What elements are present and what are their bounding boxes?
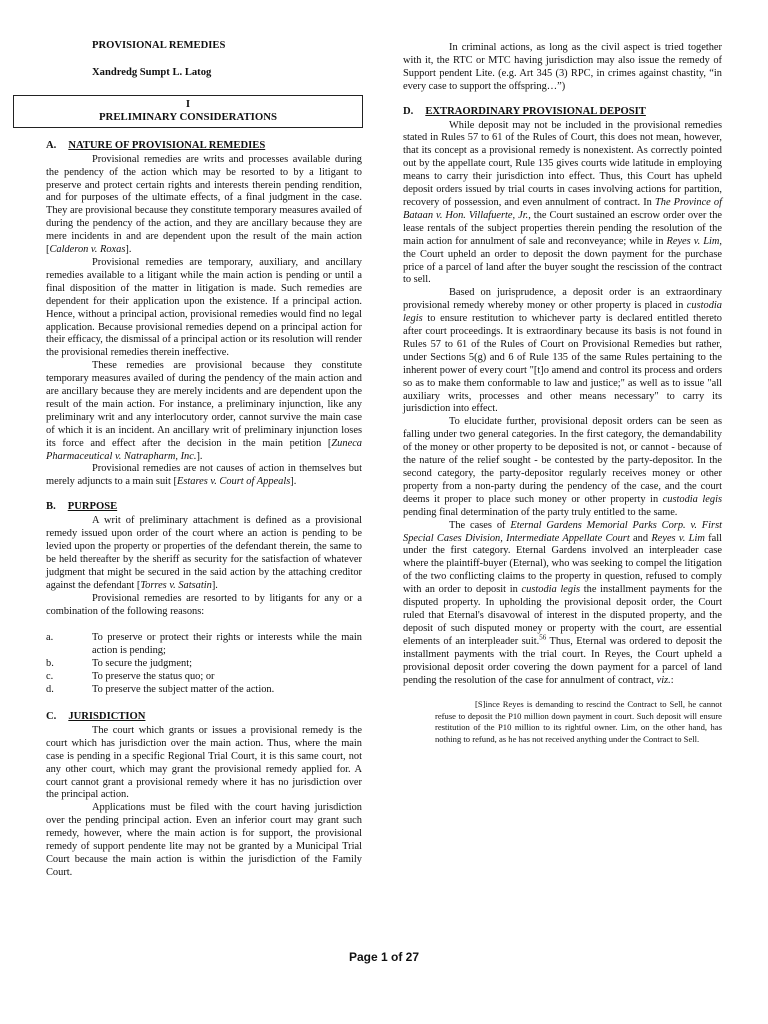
- section-a-title: NATURE OF PROVISIONAL REMEDIES: [68, 139, 266, 151]
- list-item: b. To secure the judgment;: [46, 658, 192, 670]
- footnote-marker: 56: [539, 633, 547, 642]
- latin-term: custodia legis: [521, 584, 581, 596]
- section-a-paragraph-1: Provisional remedies are writs and processes available during the pendency of the action which may be resorted to by a litigant to preserve and protect certain rights and interests therein pending rendition, and for purposes of the ultimate effects, of a final judgment in the case. They are provisional because they constitute temporary measures availed of during the pendency of the action, and they are ancillary because they are mere incidents in and are dependent upon the result of the main action [Calderon v. Roxas].: [46, 153, 362, 256]
- case-citation: Zuneca Pharmaceutical v. Natrapharm, Inc.: [46, 437, 362, 462]
- section-c-letter: C.: [46, 710, 57, 722]
- section-b-title: PURPOSE: [67, 501, 118, 513]
- section-d-heading: [403, 106, 722, 119]
- section-d-title: EXTRAORDINARY PROVISIONAL DEPOSIT: [425, 105, 646, 117]
- list-item: d. To preserve the subject matter of the action.: [46, 684, 275, 696]
- section-a-paragraph-3: These remedies are provisional because they constitute temporary measures availed of during the pendency of the main action and are ancillary because they are merely incidents and are dependent upon the result of the main action. For instance, a preliminary injunction, like any preliminary writ and any interlocutory order, cannot survive the main case of which it is an incident. An ancillary writ of preliminary injunction loses its force and effect after the decision in the main petition [Zuneca Pharmaceutical v. Natrapharm, Inc.].: [46, 360, 362, 462]
- reasons-list: [46, 632, 362, 697]
- list-item: a. To preserve or protect their rights or interests while the main action is pending;: [46, 632, 362, 657]
- section-d-paragraph-2: Based on jurisprudence, a deposit order is an extraordinary provisional remedy whereby money or other property is placed in custodia legis to ensure restitution to whichever party is declared entitled thereto after court proceedings. It is extraordinary because its basis is not found in Rules 57 to 61 of the Rules of Court on Provisional Remedies but rather, under Sections 5(g) and 6 of Rule 135 of the same Rules pertaining to the inherent power of every court "[t]o amend and control its process and orders so as to make them conformable to law and justice;" as well as to issue "all auxiliary writs, processes and other means necessary" to carry its jurisdiction into effect.: [403, 287, 722, 415]
- section-c-title: JURISDICTION: [68, 710, 146, 722]
- case-citation: Torres v. Satsatin: [140, 579, 212, 591]
- case-citation: Calderon v. Roxas: [49, 244, 126, 256]
- section-b-heading: [46, 501, 362, 514]
- section-c-paragraph-1: The court which grants or issues a provisional remedy is the court which has jurisdiction over the main action. Thus, where the main case is pending in a specific Regional Trial Court, it is this same court, not any other court, which may grant the provisional remedy applied for. A court cannot grant a provisional remedy where it has no jurisdiction over the principal action.: [46, 724, 362, 801]
- quote-paragraph: [S]ince Reyes is demanding to rescind the Contract to Sell, he cannot refuse to deposit the P10 million down payment in court. Such deposit will ensure restitution of the P10 million to its rightful owner. Lim, on the other hand, has nothing to refund, as he has not received anything under the Contract to Sell.: [435, 699, 722, 744]
- case-citation: Eternal Gardens Memorial Parks Corp. v. First Special Cases Division, Intermediate Appellate Court: [403, 519, 722, 544]
- section-c-paragraph-3: In criminal actions, as long as the civil aspect is tried together with it, the RTC or MTC having jurisdiction may also issue the remedy of Support pendent Lite. (e.g. Art 345 (3) RPC, in crimes against chastity, “in every case to support the offspring…”): [403, 42, 722, 92]
- section-b-paragraph-2: Provisional remedies are resorted to by litigants for any or a combination of the following reasons:: [46, 592, 362, 617]
- latin-term: custodia legis: [662, 493, 723, 505]
- part-title: PRELIMINARY CONSIDERATIONS: [98, 110, 278, 123]
- section-a-letter: A.: [46, 139, 57, 151]
- part-heading-box: [13, 95, 363, 128]
- left-column: [46, 40, 362, 880]
- list-item: c. To preserve the status quo; or: [46, 671, 215, 683]
- case-citation: Reyes v. Lim: [651, 532, 705, 544]
- section-b-letter: B.: [46, 501, 56, 513]
- latin-term: viz.: [656, 674, 671, 686]
- section-d-paragraph-3: To elucidate further, provisional deposit orders can be seen as falling under two general categories. In the first category, the demandability of the money or other property to be deposited is not, or cannot - because of the nature of the relief sought - be contested by the party-depositor. In the second category, the party-depositor regularly receives money or other property from a non-party during the pendency of the case, and the court deems it proper to place such money or other property in custodia legis pending final determination of the party truly entitled to the same.: [403, 416, 723, 518]
- section-d-paragraph-4: The cases of Eternal Gardens Memorial Parks Corp. v. First Special Cases Division, Intermediate Appellate Court and Reyes v. Lim fall under the first category. Eternal Gardens involved an interpleader case where the plaintiff-buyer (Eternal), who was seeking to compel the litigation of the two conflicting claims to the property in question, refused to comply with an order to deposit in custodia legis the installment payments for the disputed property. In upholding the provisional deposit order, the Court ruled that Eternal's disavowal of interest in the disputed property, and the deposit of such disputed money or property with the court, are essential elements of an interpleader suit.$^{56}$ Thus, Eternal was ordered to deposit the installment payments with the trial court. In Reyes, the Court upheld a provisional deposit order covering the down payment for a parcel of land pending the resolution of the case for annulment of contract, viz.:: [403, 519, 722, 686]
- section-b-paragraph-1: A writ of preliminary attachment is defined as a provisional remedy issued upon order of the court where an action is pending to be levied upon the property or properties of the defendant therein, the same to be held thereafter by the sheriff as security for the satisfaction of whatever judgment that might be secured in the said action by the attaching creditor against the defendant [Torres v. Satsatin].: [46, 515, 362, 591]
- page-number: Page 1 of 27: [348, 950, 420, 964]
- section-a-paragraph-2: Provisional remedies are temporary, auxiliary, and ancillary remedies available to a litigant while the main action is pending or until a final disposition of the matter in litigation is made. Such remedies are dependent for their application upon the existence. If a principal action. Hence, without a principal action, provisional remedies would find no legal application. Because provisional remedies depend on a principal action for their efficacy, the dismissal of a principal action or its resolution will render the provisional remedies therein ineffective.: [46, 256, 362, 359]
- section-a-paragraph-4: Provisional remedies are not causes of action in themselves but merely adjuncts to a main suit [Estares v. Court of Appeals].: [46, 463, 362, 488]
- latin-term: custodia legis: [403, 300, 722, 325]
- section-d-letter: D.: [403, 105, 414, 117]
- section-d-paragraph-1: While deposit may not be included in the provisional remedies stated in Rules 57 to 61 of the Rules of Court, this does not mean, however, that its concept as a provisional remedy is nonexistent. As correctly pointed out by the appellate court, Rule 135 gives courts wide latitude in employing means to carry their jurisdiction into effect. Thus, this Court has upheld deposit orders issued by trial courts in cases involving actions for partition, recovery of possession, and even annulment of contract. In The Province of Bataan v. Hon. Villafuerte, Jr., the Court sustained an escrow order over the lease rentals of the subject properties therein pending the resolution of the main action for annulment of sale and reconveyance; while in Reyes v. Lim, the Court upheld an order to deposit the down payment for the purchase price of a parcel of land after the buyer sought the rescission of the contract to sell.: [403, 119, 723, 286]
- section-c-heading: [46, 711, 362, 724]
- case-citation: Estares v. Court of Appeals: [177, 476, 291, 488]
- author-name: Xandredg Sumpt L. Latog: [92, 66, 212, 78]
- section-c-paragraph-2: Applications must be filed with the court having jurisdiction over the pending principal action. Even an inferior court may grant such remedy, however, where the main action is for support, the provisional remedy of support pendente lite may not be granted by a Municipal Trial Court because the main action is within the jurisdiction of the Family Court.: [46, 802, 362, 878]
- section-a-heading: [46, 140, 362, 153]
- block-quote: [435, 699, 722, 745]
- case-citation: Reyes v. Lim: [666, 235, 720, 247]
- case-citation: The Province of Bataan v. Hon. Villafuerte, Jr.: [403, 196, 722, 221]
- part-number: I: [185, 97, 191, 110]
- document-title: PROVISIONAL REMEDIES: [92, 40, 226, 51]
- right-column: [403, 42, 722, 745]
